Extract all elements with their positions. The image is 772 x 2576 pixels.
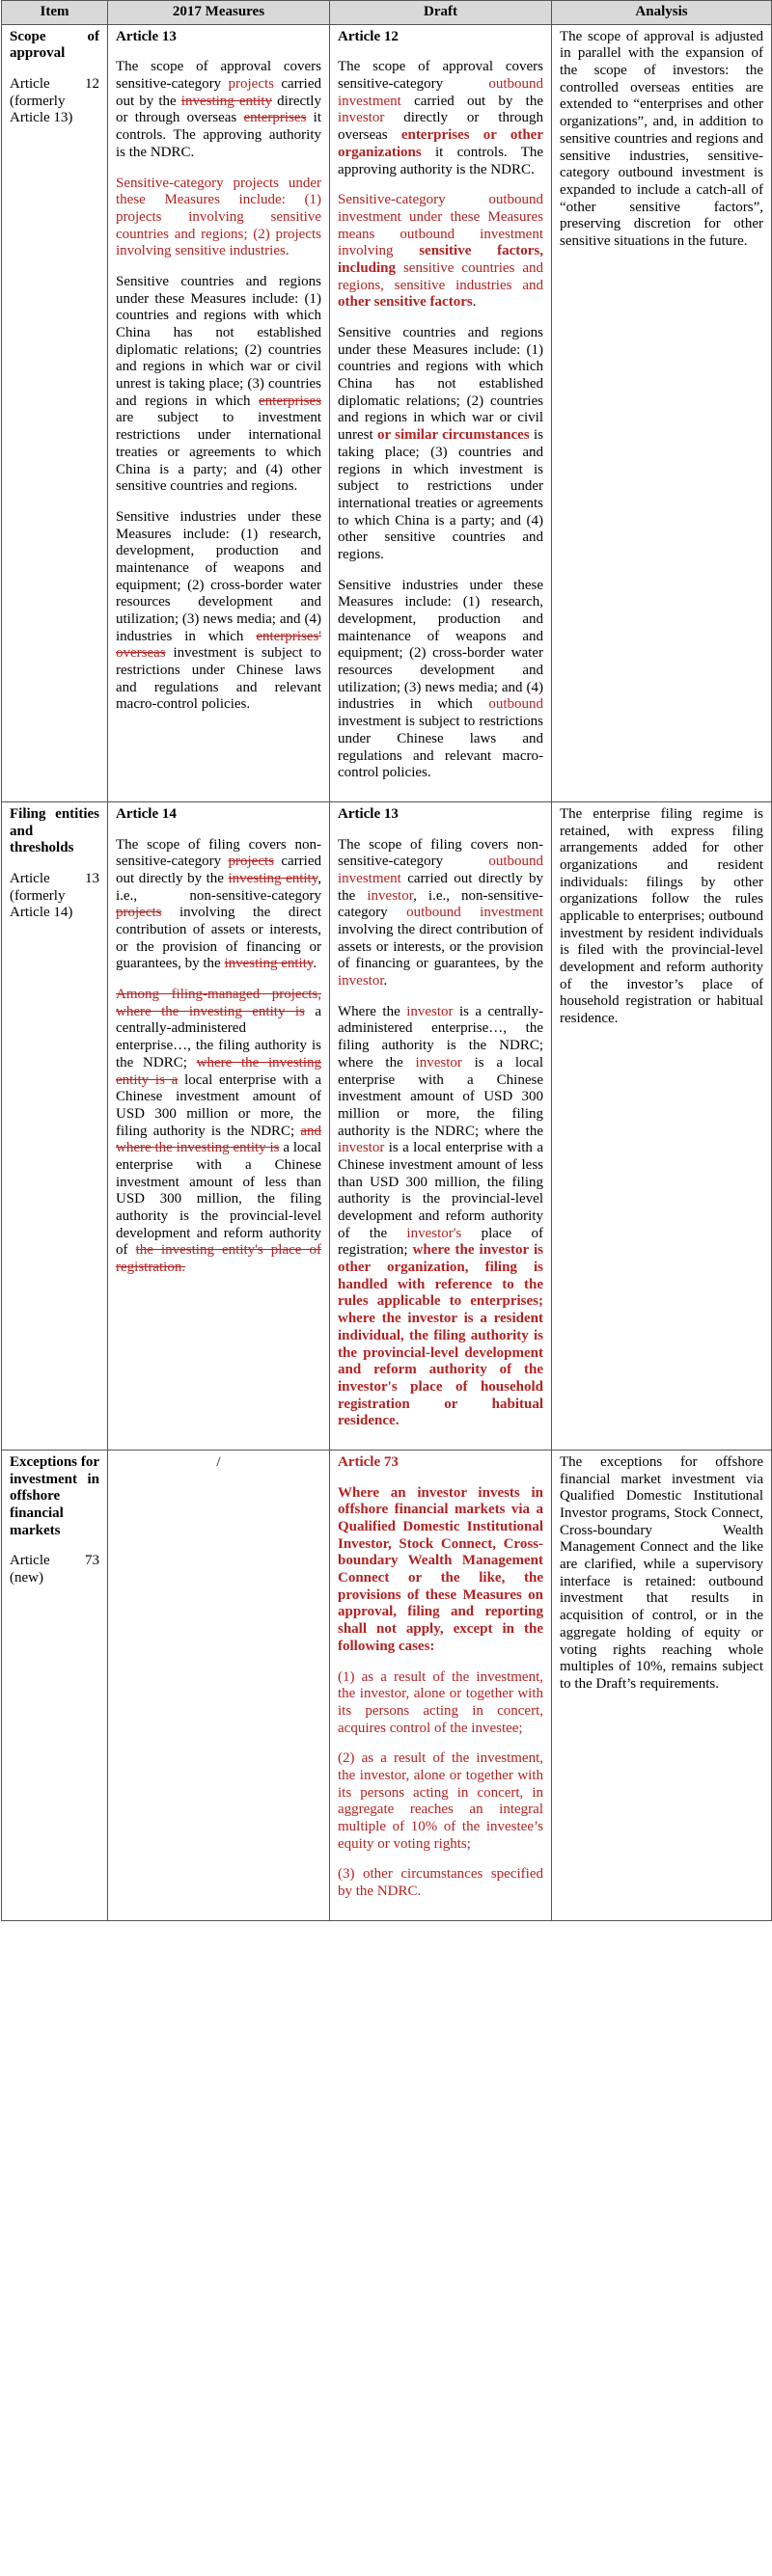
item-cell <box>2 1450 108 1920</box>
text-run: projects <box>228 854 274 870</box>
article-paragraph <box>116 59 321 161</box>
text-run: enterprises or other organizations <box>338 127 543 160</box>
article-paragraph <box>338 837 543 990</box>
item-title: Exceptions for investment in offshore financial markets <box>10 1453 99 1538</box>
text-run: projects <box>228 76 274 93</box>
text-run: investor <box>338 110 385 126</box>
text-run: investor <box>338 973 384 990</box>
text-run: (3) other circumstances specified by the NDRC. <box>338 1866 543 1900</box>
header-analysis: Analysis <box>552 1 772 25</box>
text-run: a local enterprise with a Chinese investment amount of less than USD 300 million, the filing authority is the provincial-level development and reform authority of <box>116 1140 321 1259</box>
text-run: directly or through overseas <box>116 93 321 126</box>
article-paragraph <box>116 987 321 1277</box>
text-run: . <box>313 956 317 972</box>
text-run: (1) as a result of the investment, the investor, alone or together with its persons acting in concert, acquires control of the investee; <box>338 1668 543 1736</box>
item-cell <box>2 801 108 1450</box>
text-run: investor <box>415 1054 462 1071</box>
text-run: is taking place; (3) countries and regions in which investment is subject to restrictions under international treaties or agreements to which China is a party; and (4) other sensitive countries and regions. <box>338 427 543 562</box>
article-body <box>338 59 543 782</box>
text-run: The scope of approval covers sensitive-category <box>116 59 321 93</box>
text-run: investing entity <box>180 93 273 109</box>
text-run: or similar circumstances <box>376 427 530 444</box>
analysis-text: The scope of approval is adjusted in parallel with the expansion of the scope of investors: the controlled overseas entities are extended to “enterprises and other organizations”, and, in addition to sensitive countries and regions and sensitive industries, sensitive-category outbound investment is expanded to include a catch-all of “other sensitive factors”, preserving discretion for other sensitive situations in the future. <box>560 28 763 249</box>
article-title: Article 13 <box>116 28 177 44</box>
article-body <box>116 837 321 1277</box>
header-row <box>2 1 772 25</box>
article-title: Article 73 <box>338 1453 399 1470</box>
text-run: other sensitive factors <box>338 294 473 311</box>
text-run: Sensitive-category outbound investment under these Measures means outbound investment involving <box>338 192 543 259</box>
item-title: Filing entities and thresholds <box>10 805 99 856</box>
article-body <box>338 1485 543 1901</box>
article-paragraph <box>338 578 543 782</box>
article-paragraph <box>338 59 543 178</box>
text-run: . <box>472 294 477 311</box>
item-article-ref: Article 13 (formerly Article 14) <box>10 870 99 921</box>
text-run: it controls. The approving authority is the NDRC. <box>338 144 543 177</box>
text-run: carried out directly by the <box>338 870 543 904</box>
text-run: sensitive factors, including <box>338 243 543 276</box>
article-paragraph <box>338 1004 543 1430</box>
header-2017-measures: 2017 Measures <box>108 1 330 25</box>
header-draft: Draft <box>330 1 552 25</box>
item-article-ref: Article 12 (formerly Article 13) <box>10 76 99 126</box>
text-run: outbound investment <box>406 905 543 921</box>
draft-cell <box>330 24 552 801</box>
text-run: Among filing-managed projects, where the investing entity is <box>116 987 321 1019</box>
text-run: where the investor is other organization, filing is handled with reference to the rules applicable to enterprises; where the investor is a resident individual, the filing authority is the provincial-level development and reform authority of the investor's place of household registration or habitual residence. <box>338 1242 543 1429</box>
text-run: The scope of filing covers non-sensitive-category <box>116 836 321 870</box>
article-title: Article 13 <box>338 805 399 822</box>
text-run: Where the <box>338 1003 407 1019</box>
article-paragraph <box>116 274 321 496</box>
draft-cell <box>330 801 552 1450</box>
text-run: enterprises' overseas <box>116 628 321 662</box>
text-run: outbound investment <box>338 854 543 886</box>
text-run: , i.e., non-sensitive-category <box>338 887 544 921</box>
text-run: investor <box>367 887 414 904</box>
text-run: investment is subject to restrictions under Chinese laws and regulations and relevant macro-control policies. <box>116 645 321 713</box>
text-run: Where an investor invests in offshore financial markets via a Qualified Domestic Institutional Investor, Stock Connect, Cross-boundary Wealth Management Connect or the like, the provisions of these Measures on approval, filing and reporting shall not apply, except in the following cases: <box>338 1484 543 1654</box>
article-paragraph <box>338 1485 543 1656</box>
text-run: carried out by the <box>116 76 321 109</box>
article-title: Article 12 <box>338 28 399 44</box>
text-run: is a local enterprise with a Chinese investment amount of USD 300 million or more, the filing authority is the NDRC; where the <box>338 1054 543 1139</box>
measures-2017-cell <box>108 24 330 801</box>
table-row <box>2 24 772 801</box>
article-paragraph <box>338 1866 543 1900</box>
text-run: outbound investment <box>338 76 543 109</box>
item-cell <box>2 24 108 801</box>
article-title: Article 14 <box>116 805 177 822</box>
text-run: enterprises <box>243 110 307 126</box>
text-run: involving the direct contribution of assets or interests, or the provision of financing or guarantees, by the <box>338 922 543 972</box>
text-run: investor <box>406 1003 454 1019</box>
text-run: is a local enterprise with a Chinese investment amount of less than USD 300 million, the filing authority is the provincial-level development and reform authority of the <box>338 1140 543 1241</box>
not-applicable-mark: / <box>216 1453 221 1470</box>
item-article-ref: Article 73 (new) <box>10 1553 99 1586</box>
article-body <box>116 59 321 714</box>
text-run: is a centrally-administered enterprise…, the filing authority is the NDRC; where the <box>338 1003 543 1071</box>
analysis-text: The exceptions for offshore financial market investment via Qualified Domestic Institutional Investor programs, Stock Connect, Cross-boundary Wealth Management Connect and the like are clarified, while a supervisory interface is retained: outbound investment that results in acquisition of control, or in the aggregate holding of equity or voting rights reaching whole multiples of 10%, remains subject to the Draft’s requirements. <box>560 1453 763 1692</box>
text-run: The scope of approval covers sensitive-category <box>338 59 543 93</box>
text-run: Sensitive industries under these Measures include: (1) research, development, production and maintenance of weapons and equipment; (2) cross-border water resources development and utilization; (3) news media; and (4) industries in which <box>338 577 543 713</box>
measures-2017-cell <box>108 801 330 1450</box>
table-row <box>2 801 772 1450</box>
table-row <box>2 1450 772 1920</box>
text-run: carried out by the <box>400 93 543 109</box>
text-run: outbound <box>488 696 543 713</box>
text-run: carried out directly by the <box>116 854 321 886</box>
article-paragraph <box>338 192 543 312</box>
text-run: . <box>383 973 388 990</box>
header-item: Item <box>2 1 108 25</box>
text-run: Sensitive-category projects under these Measures include: (1) projects involving sensitive countries and regions; (2) projects involving sensitive industries. <box>116 175 321 259</box>
text-run: investor's <box>406 1225 462 1241</box>
analysis-text: The enterprise filing regime is retained, with express filing arrangements added for other organizations and resident individuals: filings by other organizations follow the rules applicable to enterprises; outbound investment by resident individuals is filed with the provincial-level development and reform authority of the investor’s place of household registration or habitual residence. <box>560 805 763 1027</box>
article-body <box>338 837 543 1430</box>
article-paragraph <box>338 1750 543 1853</box>
text-run: projects <box>116 905 162 921</box>
text-run: , i.e., non-sensitive-category <box>116 870 321 904</box>
text-run: place of registration; <box>338 1225 543 1259</box>
article-paragraph <box>338 1669 543 1738</box>
article-paragraph <box>116 837 321 974</box>
text-run: investment is subject to restrictions under Chinese laws and regulations and relevant macro-control policies. <box>338 714 543 781</box>
analysis-cell <box>552 24 772 801</box>
analysis-cell <box>552 801 772 1450</box>
text-run: Sensitive countries and regions under these Measures include: (1) countries and regions with which China has not established diplomatic relations; (2) countries and regions in which war or civil unrest <box>338 325 543 444</box>
text-run: investing entity <box>224 956 314 972</box>
draft-cell <box>330 1450 552 1920</box>
article-paragraph <box>338 325 543 564</box>
measures-2017-cell <box>108 1450 330 1920</box>
text-run: investing entity <box>228 870 318 886</box>
text-run: Sensitive industries under these Measures include: (1) research, development, production and maintenance of weapons and equipment; (2) cross-border water resources development and utilization; (3) news media; and (4) industries in which <box>116 508 321 644</box>
item-title: Scope of approval <box>10 28 99 62</box>
text-run: a centrally-administered enterprise…, the filing authority is the NDRC; <box>116 1003 321 1071</box>
analysis-cell <box>552 1450 772 1920</box>
text-run: it controls. The approving authority is the NDRC. <box>116 110 321 160</box>
text-run: directly or through overseas <box>338 110 543 144</box>
text-run: enterprises <box>259 393 321 409</box>
comparison-table <box>1 0 772 1921</box>
text-run: Sensitive countries and regions under these Measures include: (1) countries and regions with which China has not established diplomatic relations; (2) countries and regions in which war or civil unrest is taking place; (3) countries and regions in which <box>116 273 321 409</box>
article-paragraph <box>116 176 321 260</box>
article-paragraph <box>116 509 321 714</box>
text-run: (2) as a result of the investment, the investor, alone or together with its persons acting in concert, in aggregate reaches an integral multiple of 10% of the investee’s equity or voting rights; <box>338 1750 543 1852</box>
text-run: where the investing entity is a <box>116 1054 322 1088</box>
text-run: sensitive countries and regions, sensitive industries and <box>338 259 543 293</box>
text-run: and where the investing entity is <box>116 1123 321 1156</box>
text-run: involving the direct contribution of assets or interests, or the provision of financing or guarantees, by the <box>116 905 321 972</box>
text-run: local enterprise with a Chinese investment amount of USD 300 million or more, the filing authority is the NDRC; <box>116 1071 321 1139</box>
text-run: the investing entity's place of registration. <box>116 1242 321 1276</box>
text-run: are subject to investment restrictions under international treaties or agreements to which China is a party; and (4) other sensitive countries and regions. <box>116 410 321 495</box>
text-run: investor <box>338 1140 385 1156</box>
text-run: The scope of filing covers non-sensitive-category <box>338 836 543 870</box>
